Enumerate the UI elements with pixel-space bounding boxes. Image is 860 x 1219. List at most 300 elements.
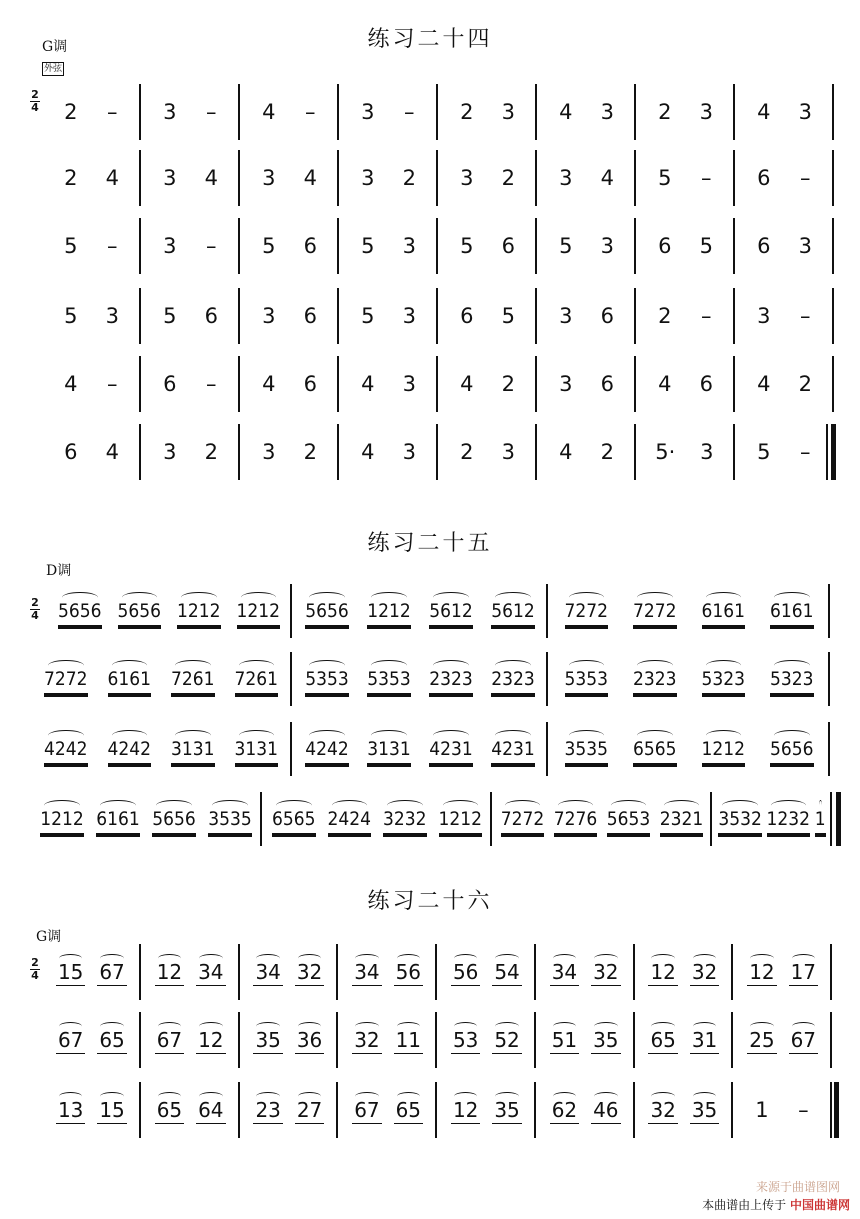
- note: –: [800, 166, 811, 190]
- measure: [141, 150, 240, 206]
- measure: [42, 356, 141, 412]
- measure: [548, 652, 830, 706]
- note: 6: [64, 440, 78, 464]
- note-group: 12: [650, 960, 676, 984]
- note: –: [305, 100, 316, 124]
- note: 4: [559, 440, 573, 464]
- measure: [536, 1082, 635, 1138]
- note: 6: [757, 166, 771, 190]
- note: 3: [163, 440, 177, 464]
- note: 5: [757, 440, 771, 464]
- note: 3: [163, 100, 177, 124]
- note: 6: [163, 372, 177, 396]
- exercise-24-row: [0, 288, 860, 344]
- measure: [537, 424, 636, 480]
- note-group: 1232: [766, 808, 811, 830]
- note-group: 67: [790, 1028, 817, 1052]
- measure: [30, 792, 262, 846]
- note-group: 65: [650, 1028, 676, 1052]
- note-group: 62: [551, 1098, 578, 1122]
- measure: [141, 288, 240, 344]
- note: 2: [204, 440, 218, 464]
- measure: [537, 218, 636, 274]
- note: 2: [64, 166, 78, 190]
- note: 5: [64, 234, 78, 258]
- note-group: –: [798, 1098, 809, 1122]
- note-group: 7272: [44, 668, 88, 690]
- measure: [338, 1082, 437, 1138]
- barline: [832, 84, 834, 140]
- outer-string-badge: 外弦: [44, 64, 63, 74]
- note: 3: [600, 100, 614, 124]
- note-group: 17: [790, 960, 817, 984]
- measure: [240, 1082, 339, 1138]
- measure: [537, 150, 636, 206]
- measure: [339, 424, 438, 480]
- measure: [438, 288, 537, 344]
- measure: [437, 944, 536, 1000]
- barline: [830, 792, 832, 846]
- note: –: [206, 100, 217, 124]
- measure: [292, 652, 548, 706]
- measure: [636, 84, 735, 140]
- note-group: 4242: [107, 738, 151, 760]
- note: 3: [361, 100, 375, 124]
- note-group: 31: [691, 1028, 718, 1052]
- note: 3: [163, 234, 177, 258]
- note: 2: [64, 100, 78, 124]
- note-group: 4242: [44, 738, 88, 760]
- note: 5: [559, 234, 573, 258]
- measure: [46, 584, 292, 638]
- note-group: 15: [57, 960, 84, 984]
- note-group: 7272: [564, 600, 608, 622]
- note-group: 64: [198, 1098, 224, 1122]
- note: 3: [559, 304, 573, 328]
- final-barline-thick: [831, 424, 836, 480]
- note-group: 7272: [500, 808, 545, 830]
- measure: [536, 944, 635, 1000]
- measure: [339, 150, 438, 206]
- note-group: 6161: [107, 668, 151, 690]
- note: 3: [700, 440, 714, 464]
- note: 5: [64, 304, 78, 328]
- note-group: 35: [593, 1028, 619, 1052]
- note: 3: [361, 166, 375, 190]
- note: –: [701, 166, 712, 190]
- note: 4: [658, 372, 672, 396]
- note: 4: [262, 372, 276, 396]
- note-group: 7276: [553, 808, 598, 830]
- note: 5: [262, 234, 276, 258]
- note-group: 1: [814, 808, 826, 830]
- note: 6: [204, 304, 218, 328]
- note-group: 27: [296, 1098, 323, 1122]
- note-group: 34: [551, 960, 578, 984]
- measure: [42, 1082, 141, 1138]
- note-group: 54: [494, 960, 520, 984]
- measure: [492, 792, 712, 846]
- exercise-24-row: [0, 424, 860, 480]
- note-group: 7261: [234, 668, 278, 690]
- note-group: 2321: [659, 808, 704, 830]
- note: 3: [163, 166, 177, 190]
- note: –: [206, 234, 217, 258]
- note-group: 32: [593, 960, 619, 984]
- note-group: 5323: [701, 668, 745, 690]
- note-group: 32: [650, 1098, 676, 1122]
- barline: [828, 722, 830, 776]
- measure: [42, 1012, 141, 1068]
- footer-text: 本曲谱由上传于: [702, 1198, 787, 1212]
- measure: [548, 584, 830, 638]
- measure: [338, 944, 437, 1000]
- note-group: 32: [296, 960, 323, 984]
- watermark-text: 来源于曲谱图网: [755, 1180, 840, 1194]
- note-group: 67: [354, 1098, 380, 1122]
- measure: [42, 288, 141, 344]
- note: –: [206, 372, 217, 396]
- note: 6: [757, 234, 771, 258]
- final-barline-thin: [826, 424, 828, 480]
- note-group: 7261: [171, 668, 215, 690]
- note-group: 5612: [491, 600, 535, 622]
- exercise-24-key: G调: [42, 39, 68, 55]
- note: 3: [460, 166, 474, 190]
- final-barline-thick: [834, 1082, 839, 1138]
- exercise-25-row: [0, 652, 860, 706]
- measure: [537, 288, 636, 344]
- note: 6: [501, 234, 515, 258]
- measure: [42, 424, 141, 480]
- note-group: 5656: [117, 600, 161, 622]
- measure: [141, 1082, 240, 1138]
- exercise-26-row: [0, 944, 860, 1000]
- measure: [636, 356, 735, 412]
- note-group: 1212: [438, 808, 482, 830]
- note: 3: [559, 166, 573, 190]
- exercise-26-row: [0, 1012, 860, 1068]
- exercise-24-row: [0, 150, 860, 206]
- measure: [42, 218, 141, 274]
- measure: [733, 1082, 832, 1138]
- note: 3: [501, 100, 515, 124]
- note: 4: [361, 440, 375, 464]
- note: 3: [798, 100, 812, 124]
- note: 3: [402, 304, 416, 328]
- barline: [830, 1012, 832, 1068]
- measure: [735, 150, 834, 206]
- measure: [438, 84, 537, 140]
- note-group: 67: [156, 1028, 183, 1052]
- measure: [537, 84, 636, 140]
- note-group: 1212: [367, 600, 411, 622]
- note: 6: [303, 304, 317, 328]
- measure: [635, 944, 734, 1000]
- measure: [735, 218, 834, 274]
- note: 3: [402, 372, 416, 396]
- measure: [339, 84, 438, 140]
- note: 4: [361, 372, 375, 396]
- note-group: 6565: [272, 808, 316, 830]
- measure: [438, 356, 537, 412]
- note-group: 3131: [367, 738, 411, 760]
- exercise-25-time-signature: 2 4: [31, 596, 39, 622]
- note-group: 4231: [491, 738, 535, 760]
- note-group: 1212: [177, 600, 221, 622]
- note: 6: [600, 304, 614, 328]
- measure: [339, 288, 438, 344]
- measure: [262, 792, 492, 846]
- barline: [828, 652, 830, 706]
- note-group: 1212: [701, 738, 745, 760]
- note-group: 67: [99, 960, 125, 984]
- note-group: 3131: [234, 738, 278, 760]
- barline: [828, 584, 830, 638]
- note: 5: [501, 304, 515, 328]
- measure: [292, 584, 548, 638]
- exercise-24-row: [0, 218, 860, 274]
- note-group: 36: [296, 1028, 323, 1052]
- note-group: 56: [452, 960, 479, 984]
- note: 2: [658, 100, 672, 124]
- note-group: 35: [494, 1098, 520, 1122]
- barline: [830, 1082, 832, 1138]
- note: 5: [460, 234, 474, 258]
- note: –: [701, 304, 712, 328]
- exercise-26-title: 练习二十六: [367, 889, 493, 914]
- note-group: 3535: [208, 808, 252, 830]
- note: 3: [501, 440, 515, 464]
- measure: [42, 944, 141, 1000]
- note: 6: [460, 304, 474, 328]
- note-group: 2323: [429, 668, 473, 690]
- note: 2: [303, 440, 317, 464]
- final-barline-thick: [836, 792, 841, 846]
- measure: [636, 424, 735, 480]
- measure: [240, 356, 339, 412]
- measure: [141, 218, 240, 274]
- note: 3: [402, 440, 416, 464]
- note-group: 35: [255, 1028, 281, 1052]
- exercise-24-time-signature: 2 4: [31, 88, 39, 114]
- note-group: 32: [691, 960, 718, 984]
- note-group: 3232: [383, 808, 427, 830]
- measure: [141, 944, 240, 1000]
- note: 3: [559, 372, 573, 396]
- measure: [240, 944, 339, 1000]
- measure: [733, 944, 832, 1000]
- note: 2: [501, 166, 515, 190]
- note: 2: [460, 100, 474, 124]
- note: 4: [559, 100, 573, 124]
- note: 4: [757, 100, 771, 124]
- measure: [292, 722, 548, 776]
- note-group: 25: [749, 1028, 775, 1052]
- note-group: 3532: [718, 808, 762, 830]
- note-group: 65: [156, 1098, 183, 1122]
- measure: [339, 218, 438, 274]
- note: –: [107, 372, 118, 396]
- note: 5: [361, 304, 375, 328]
- note-group: 1: [755, 1098, 769, 1122]
- barline: [832, 150, 834, 206]
- note-group: 6161: [96, 808, 140, 830]
- measure: [636, 288, 735, 344]
- note: 4: [105, 166, 119, 190]
- measure: [733, 1012, 832, 1068]
- measure: [735, 424, 834, 480]
- measure: [636, 218, 735, 274]
- measure: [42, 150, 141, 206]
- note: 3: [262, 440, 276, 464]
- exercise-25-row: [0, 792, 860, 846]
- note-group: 65: [99, 1028, 125, 1052]
- note-group: 5612: [429, 600, 473, 622]
- note: 3: [262, 166, 276, 190]
- measure: [735, 84, 834, 140]
- note: 3: [262, 304, 276, 328]
- measure: [141, 84, 240, 140]
- note-group: 1212: [40, 808, 84, 830]
- note: 3: [105, 304, 119, 328]
- measure: [338, 1012, 437, 1068]
- note: –: [107, 234, 118, 258]
- note-group: 3131: [171, 738, 215, 760]
- note-group: 53: [452, 1028, 479, 1052]
- barline: [832, 288, 834, 344]
- measure: [635, 1082, 734, 1138]
- note-group: 5656: [305, 600, 349, 622]
- note-group: 5353: [367, 668, 411, 690]
- note: 5: [163, 304, 177, 328]
- exercise-25-key: D调: [46, 563, 72, 579]
- note: –: [107, 100, 118, 124]
- note: 5: [361, 234, 375, 258]
- measure: [240, 218, 339, 274]
- measure: [635, 1012, 734, 1068]
- measure: [30, 722, 292, 776]
- exercise-25-row: [0, 584, 860, 638]
- note: 3: [757, 304, 771, 328]
- note: 2: [658, 304, 672, 328]
- note-group: 4242: [305, 738, 349, 760]
- measure: [240, 424, 339, 480]
- measure: [636, 150, 735, 206]
- note-group: 12: [749, 960, 775, 984]
- note: 3: [699, 100, 713, 124]
- note: 2: [600, 440, 614, 464]
- note-group: 23: [255, 1098, 281, 1122]
- note-group: 5353: [564, 668, 608, 690]
- note-group: 13: [57, 1098, 84, 1122]
- note: 5·: [655, 440, 676, 464]
- measure: [438, 424, 537, 480]
- measure: [438, 150, 537, 206]
- note-group: 3535: [564, 738, 608, 760]
- footer-credit: [702, 1196, 850, 1213]
- note-group: 5353: [305, 668, 349, 690]
- note: 5: [658, 166, 672, 190]
- note-group: 5323: [770, 668, 814, 690]
- note-group: 2424: [327, 808, 371, 830]
- note: 3: [798, 234, 812, 258]
- note-group: 2323: [633, 668, 677, 690]
- note-group: 65: [395, 1098, 422, 1122]
- note: 2: [402, 166, 416, 190]
- note-group: 6161: [770, 600, 814, 622]
- note-group: 15: [99, 1098, 125, 1122]
- note-group: 56: [395, 960, 422, 984]
- exercise-25-row: [0, 722, 860, 776]
- measure: [42, 84, 141, 140]
- note: 4: [262, 100, 276, 124]
- note-group: 6565: [633, 738, 677, 760]
- note: –: [404, 100, 415, 124]
- measure: [30, 652, 292, 706]
- exercise-25-title: 练习二十五: [367, 531, 493, 556]
- note: 6: [303, 234, 317, 258]
- note: 6: [699, 372, 713, 396]
- note: –: [800, 304, 811, 328]
- note: 4: [204, 166, 218, 190]
- note-group: 35: [691, 1098, 718, 1122]
- note-group: 51: [551, 1028, 578, 1052]
- measure: [339, 356, 438, 412]
- note: 4: [757, 372, 771, 396]
- measure: [537, 356, 636, 412]
- exercise-24-row: [0, 84, 860, 140]
- exercise-24-title: 练习二十四: [367, 27, 493, 52]
- note-group: 12: [198, 1028, 224, 1052]
- exercise-26-time-signature: 2 4: [31, 956, 39, 982]
- note: 6: [658, 234, 672, 258]
- exercise-26-row: [0, 1082, 860, 1138]
- note-group: 34: [354, 960, 380, 984]
- measure: [240, 288, 339, 344]
- measure: [141, 356, 240, 412]
- barline: [832, 218, 834, 274]
- measure: [141, 1012, 240, 1068]
- measure: [437, 1012, 536, 1068]
- note-group: 52: [494, 1028, 520, 1052]
- footer-site: 中国曲谱网: [789, 1198, 850, 1212]
- measure: [735, 288, 834, 344]
- exercise-26-key: G调: [36, 929, 62, 945]
- note-group: 34: [255, 960, 281, 984]
- note-group: 5656: [152, 808, 196, 830]
- measure: [240, 84, 339, 140]
- measure: [536, 1012, 635, 1068]
- note: –: [800, 440, 811, 464]
- note-group: 5656: [770, 738, 814, 760]
- note-group: 67: [57, 1028, 84, 1052]
- note: 2: [501, 372, 515, 396]
- note-group: 5653: [606, 808, 651, 830]
- measure: [735, 356, 834, 412]
- exercise-24-row: [0, 356, 860, 412]
- note-group: 1212: [236, 600, 280, 622]
- barline: [830, 944, 832, 1000]
- measure: [141, 424, 240, 480]
- note-group: 34: [198, 960, 224, 984]
- note: 2: [798, 372, 812, 396]
- note: 6: [600, 372, 614, 396]
- note: 5: [699, 234, 713, 258]
- measure: [712, 792, 832, 846]
- measure: [437, 1082, 536, 1138]
- note: 3: [600, 234, 614, 258]
